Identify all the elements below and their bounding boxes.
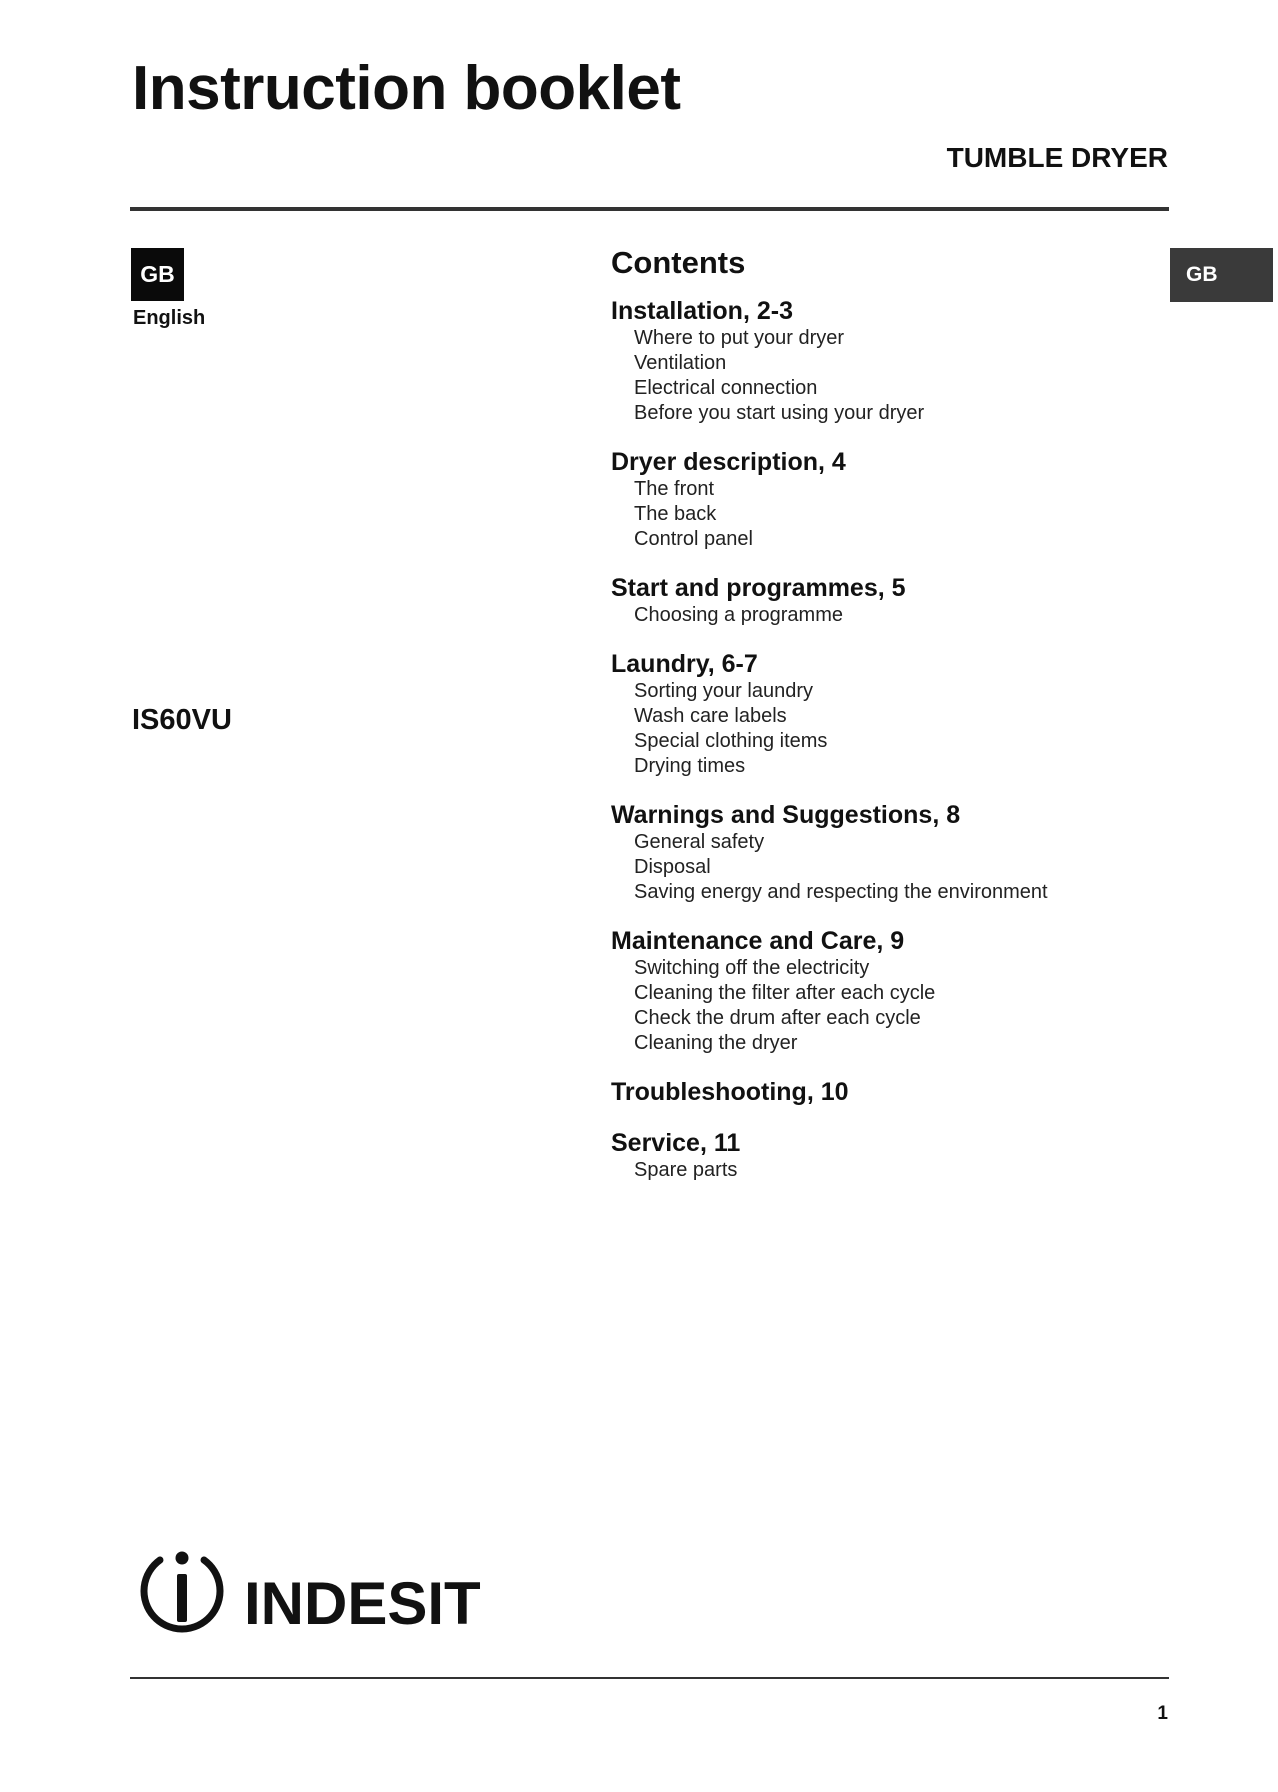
toc-subitem: Before you start using your dryer (634, 402, 925, 425)
toc-subitems (611, 679, 1171, 779)
toc-subitem: The back (634, 503, 717, 526)
toc-section (611, 1078, 1171, 1107)
document-title: Instruction booklet (132, 54, 681, 123)
language-side-tab: GB (1170, 248, 1273, 302)
toc-section-heading: Maintenance and Care, 9 (611, 927, 905, 956)
toc-section (611, 297, 1171, 426)
toc-subitem: Saving energy and respecting the environment (634, 881, 1048, 904)
header-divider (130, 207, 1169, 211)
toc-subitem: Sorting your laundry (634, 680, 813, 703)
toc-section-heading: Troubleshooting, 10 (611, 1078, 849, 1107)
toc-subitem: Choosing a programme (634, 604, 843, 627)
toc-subitems (611, 477, 1171, 552)
toc-section-heading: Laundry, 6-7 (611, 650, 758, 679)
toc-subitem: Special clothing items (634, 730, 828, 753)
product-type: TUMBLE DRYER (946, 142, 1168, 173)
toc-subitem: Ventilation (634, 352, 727, 375)
toc-section (611, 1129, 1171, 1183)
toc-subitem: Check the drum after each cycle (634, 1007, 921, 1030)
toc-section-heading: Service, 11 (611, 1129, 741, 1158)
toc-section-heading: Installation, 2-3 (611, 297, 793, 326)
toc-subitems (611, 830, 1171, 905)
toc-subitem: Switching off the electricity (634, 957, 870, 980)
toc-subitem: Wash care labels (634, 705, 787, 728)
toc-section-heading: Start and programmes, 5 (611, 574, 906, 603)
model-number: IS60VU (132, 704, 232, 736)
toc-subitem: Cleaning the dryer (634, 1032, 798, 1055)
toc-subitem: Drying times (634, 755, 746, 778)
toc-section (611, 927, 1171, 1056)
table-of-contents (611, 244, 1171, 1205)
toc-subitem: Electrical connection (634, 377, 818, 400)
toc-subitem: Disposal (634, 856, 711, 879)
toc-subitem: The front (634, 478, 715, 501)
toc-subitem: Control panel (634, 528, 753, 551)
toc-section (611, 801, 1171, 905)
toc-subitem: Where to put your dryer (634, 327, 845, 350)
toc-section (611, 574, 1171, 628)
toc-subitems (611, 603, 1171, 628)
toc-subitem: Cleaning the filter after each cycle (634, 982, 936, 1005)
toc-section (611, 650, 1171, 779)
toc-section-heading: Warnings and Suggestions, 8 (611, 801, 961, 830)
toc-subitem: Spare parts (634, 1159, 738, 1182)
brand-wordmark: INDESIT (244, 1570, 481, 1637)
toc-subitems (611, 1158, 1171, 1183)
contents-title: Contents (611, 245, 746, 280)
toc-subitems (611, 956, 1171, 1056)
toc-section (611, 448, 1171, 552)
language-name: English (133, 307, 206, 329)
toc-sections (611, 297, 1171, 1183)
toc-subitems (611, 326, 1171, 426)
toc-section-heading: Dryer description, 4 (611, 448, 846, 477)
footer-divider (130, 1677, 1169, 1679)
page-number: 1 (1157, 1703, 1168, 1724)
toc-subitem: General safety (634, 831, 765, 854)
language-badge: GB (131, 248, 184, 301)
indesit-logo (132, 1546, 492, 1646)
indesit-i-circle-icon (144, 1552, 220, 1629)
